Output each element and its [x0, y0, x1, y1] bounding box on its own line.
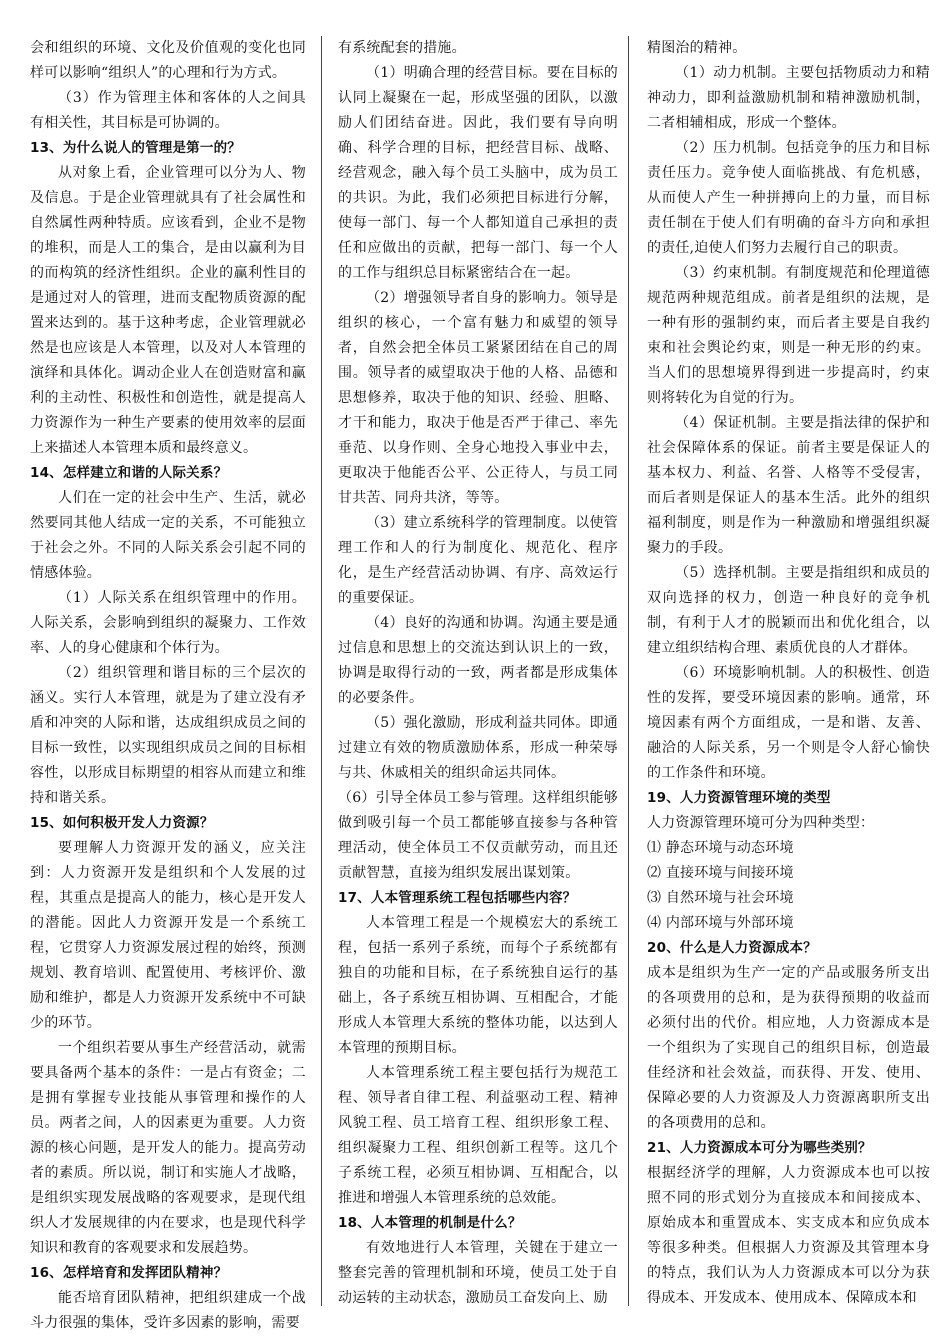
body-line: 会和组织的环境、文化及价值观的变化也同样可以影响“组织人”的心理和行为方式。: [30, 40, 306, 81]
question-heading: 20、什么是人力资源成本？: [647, 940, 817, 956]
column-divider-right: [628, 36, 629, 1306]
body-paragraph: （5）选择机制。主要是指组织和成员的双向选择的权力，创造一种良好的竞争机制，有利于人才的脱颖而出和优化组合，以建立组织结构合理、素质优良的人才群体。: [647, 565, 930, 656]
body-paragraph: （2）组织管理和谐目标的三个层次的涵义。实行人本管理，就是为了建立没有矛盾和冲突的人际和谐，达成组织成员之间的目标一致性，以实现组织成员之间的目标相容性，以形成目标期望的相容从而建立和维持和谐关系。: [30, 665, 306, 806]
body-paragraph: 一个组织若要从事生产经营活动，就需要具备两个基本的条件：一是占有资金；二是拥有掌握专业技能从事管理和操作的人员。两者之间，人的因素更为重要。人力资源的核心问题，是开发人的能力。提高劳动者的素质。所以说，制订和实施人才战略，是组织实现发展战略的客观要求，是现代组织人才发展规律的内在要求，也是现代科学知识和教育的客观要求和发展趋势。: [30, 1040, 306, 1256]
question-heading: 18、人本管理的机制是什么？: [338, 1215, 522, 1231]
text-column-2: [338, 36, 618, 1311]
body-paragraph: 人们在一定的社会中生产、生活，就必然要同其他人结成一定的关系，不可能独立于社会之外。不同的人际关系会引起不同的情感体验。: [30, 490, 306, 581]
body-line: 有系统配套的措施。: [338, 40, 466, 56]
text-column-1: [30, 36, 306, 1336]
body-paragraph: （4）良好的沟通和协调。沟通主要是通过信息和思想上的交流达到认识上的一致，协调是取得行动的一致，两者都是形成集体的必要条件。: [338, 615, 618, 706]
body-paragraph: （1）动力机制。主要包括物质动力和精神动力，即利益激励机制和精神激励机制，二者相辅相成，形成一个整体。: [647, 65, 930, 131]
body-paragraph: （1）明确合理的经营目标。要在目标的认同上凝聚在一起，形成坚强的团队，以激励人们团结奋进。因此，我们要有导向明确、科学合理的目标，把经营目标、战略、经营观念，融入每个员工头脑中，成为员工的共识。为此，我们必须把目标进行分解，使每一部门、每一个人都知道自己承担的责任和应做出的贡献，把每一部门、每一个人的工作与组织总目标紧密结合在一起。: [338, 65, 618, 281]
body-paragraph: （5）强化激励，形成利益共同体。即通过建立有效的物质激励体系，形成一种荣辱与共、休戚相关的组织命运共同体。: [338, 715, 618, 781]
body-paragraph: （3）建立系统科学的管理制度。以使管理工作和人的行为制度化、规范化、程序化，是生产经营活动协调、有序、高效运行的重要保证。: [338, 515, 618, 606]
body-paragraph: 要理解人力资源开发的涵义，应关注到：人力资源开发是组织和个人发展的过程，其重点是提高人的能力，核心是开发人的潜能。因此人力资源开发是一个系统工程，它贯穿人力资源发展过程的始终，预测规划、教育培训、配置使用、考核评价、激励和维护，都是人力资源开发系统中不可缺少的环节。: [30, 840, 306, 1031]
body-line: ⑶ 自然环境与社会环境: [647, 890, 794, 906]
body-paragraph: 能否培育团队精神，把组织建成一个战斗力很强的集体，受许多因素的影响，需要: [30, 1290, 306, 1331]
body-paragraph: 人本管理系统工程主要包括行为规范工程、领导者自律工程、利益驱动工程、精神风貌工程、员工培育工程、组织形象工程、组织凝聚力工程、组织创新工程等。这几个子系统工程，必须互相协调、互相配合，以推进和增强人本管理系统的总效能。: [338, 1065, 618, 1206]
body-paragraph: （3）作为管理主体和客体的人之间具有相关性，其目标是可协调的。: [30, 90, 306, 131]
column-divider-left: [321, 36, 322, 1306]
body-paragraph: （2）压力机制。包括竞争的压力和目标责任压力。竞争使人面临挑战、有危机感，从而使人产生一种拼搏向上的力量，而目标责任制在于使人们有明确的奋斗方向和承担的责任,迫使人们努力去履行自己的职责。: [647, 140, 930, 256]
body-line: 成本是组织为生产一定的产品或服务所支出的各项费用的总和，是为获得预期的收益而必须付出的代价。相应地，人力资源成本是一个组织为了实现自己的组织目标，创造最佳经济和社会效益，而获得、开发、使用、保障必要的人力资源及人力资源离职所支出的各项费用的总和。: [647, 965, 930, 1131]
body-paragraph: （6）环境影响机制。人的积极性、创造性的发挥，要受环境因素的影响。通常，环境因素有两个方面组成，一是和谐、友善、融洽的人际关系，另一个则是令人舒心愉快的工作条件和环境。: [647, 665, 930, 781]
body-paragraph: 人本管理工程是一个规模宏大的系统工程，包括一系列子系统，而每个子系统都有独自的功能和目标，在子系统独自运行的基础上，各子系统互相协调、互相配合，才能形成人本管理大系统的整体功能，以达到人本管理的预期目标。: [338, 915, 618, 1056]
body-line: 精图治的精神。: [647, 40, 747, 56]
body-paragraph: （3）约束机制。有制度规范和伦理道德规范两种规范组成。前者是组织的法规，是一种有形的强制约束，而后者主要是自我约束和社会舆论约束，则是一种无形的约束。当人们的思想境界得到进一步提高时，约束则将转化为自觉的行为。: [647, 265, 930, 406]
body-paragraph: （2）增强领导者自身的影响力。领导是组织的核心，一个富有魅力和威望的领导者，自然会把全体员工紧紧团结在自己的周围。领导者的威望取决于他的人格、品德和思想修养，取决于他的知识、经验、胆略、才干和能力，取决于他是否严于律己、率先垂范、以身作则、全身心地投入事业中去，更取决于他能否公平、公正待人，与员工同甘共苦、同舟共济，等等。: [338, 290, 618, 506]
body-paragraph: 有效地进行人本管理，关键在于建立一整套完善的管理机制和环境，使员工处于自动运转的主动状态，激励员工奋发向上、励: [338, 1240, 618, 1306]
body-line: （6）引导全体员工参与管理。这样组织能够做到吸引每一个员工都能够直接参与各种管理活动，使全体员工不仅贡献劳动，而且还贡献智慧，直接为组织发展出谋划策。: [338, 790, 618, 881]
body-paragraph: 从对象上看，企业管理可以分为人、物及信息。于是企业管理就具有了社会属性和自然属性两种特质。应该看到，企业不是物的堆积，而是人工的集合，是由以赢利为目的而构筑的经济性组织。企业的赢利性目的是通过对人的管理，进而支配物质资源的配置来达到的。基于这种考虑，企业管理就必然是也应该是人本管理，以及对人本管理的演绎和具体化。调动企业人在创造财富和赢利的主动性、积极性和创造性，就是提高人力资源作为一种生产要素的使用效率的层面上来描述人本管理本质和最终意义。: [30, 165, 306, 456]
body-paragraph: （4）保证机制。主要是指法律的保护和社会保障体系的保证。前者主要是保证人的基本权力、利益、名誉、人格等不受侵害，而后者则是保证人的基本生活。此外的组织福利制度，则是作为一种激励和增强组织凝聚力的手段。: [647, 415, 930, 556]
body-line: ⑵ 直接环境与间接环境: [647, 865, 794, 881]
question-heading: 21、人力资源成本可分为哪些类别？: [647, 1140, 872, 1156]
text-column-3: [647, 36, 930, 1311]
body-line: ⑷ 内部环境与外部环境: [647, 915, 794, 931]
question-heading: 13、为什么说人的管理是第一的？: [30, 140, 241, 156]
body-paragraph: （1）人际关系在组织管理中的作用。人际关系，会影响到组织的凝聚力、工作效率、人的身心健康和个体行为。: [30, 590, 306, 656]
question-heading: 17、人本管理系统工程包括哪些内容？: [338, 890, 577, 906]
body-line: ⑴ 静态环境与动态环境: [647, 840, 794, 856]
question-heading: 16、怎样培育和发挥团队精神？: [30, 1265, 228, 1281]
body-line: 根据经济学的理解，人力资源成本也可以按照不同的形式划分为直接成本和间接成本、原始成本和重置成本、实支成本和应负成本等很多种类。但根据人力资源及其管理本身的特点，我们认为人力资源成本可以分为获得成本、开发成本、使用成本、保障成本和: [647, 1165, 930, 1306]
question-heading: 14、怎样建立和谐的人际关系？: [30, 465, 228, 481]
question-heading: 19、人力资源管理环境的类型: [647, 790, 831, 806]
body-line: 人力资源管理环境可分为四种类型：: [647, 815, 875, 831]
question-heading: 15、如何积极开发人力资源？: [30, 815, 214, 831]
